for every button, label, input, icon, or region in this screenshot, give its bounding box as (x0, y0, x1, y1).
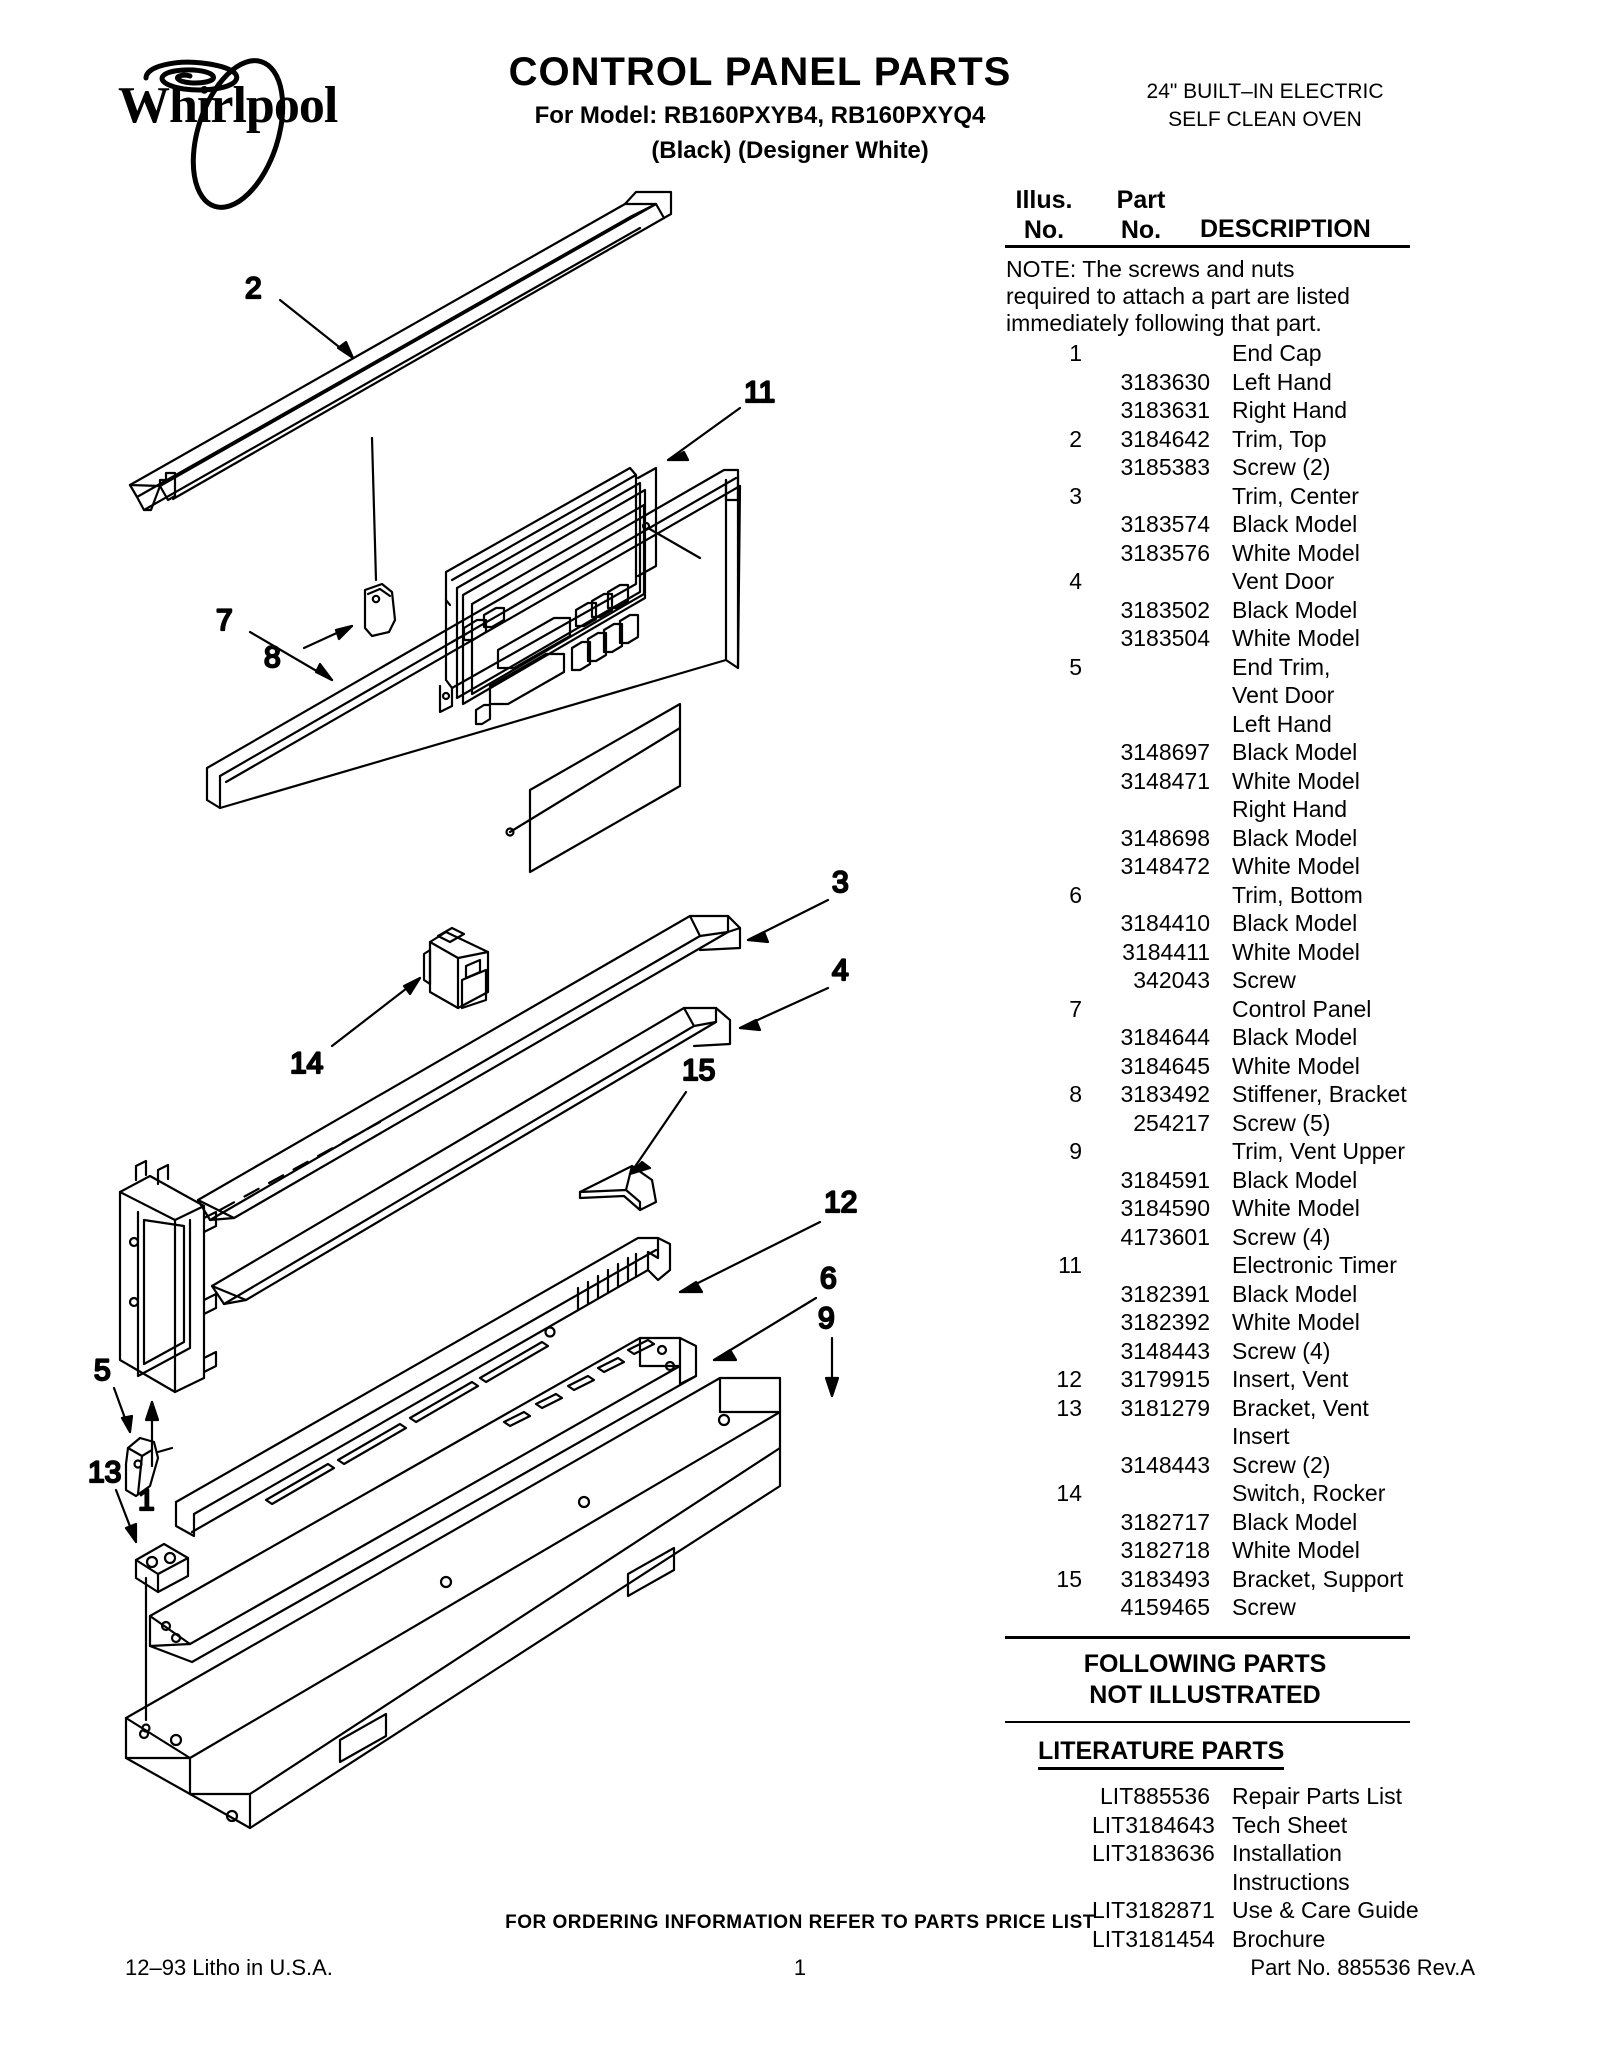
cell-lit-description: Instructions (1232, 1868, 1350, 1895)
literature-row (1000, 1868, 1450, 1897)
table-row (1000, 681, 1450, 710)
footer-litho: 12–93 Litho in U.S.A. (125, 1955, 333, 1980)
cell-part-no: 3148443 (1120, 1451, 1210, 1478)
part-14-switch-rocker (424, 928, 488, 1008)
cell-description: Bracket, Vent (1232, 1394, 1369, 1421)
cell-description: Switch, Rocker (1232, 1480, 1386, 1507)
table-row (1000, 567, 1450, 596)
cell-description: Trim, Center (1232, 482, 1359, 509)
cell-description: Vent Door (1232, 682, 1335, 709)
cell-illus-no: 9 (1069, 1138, 1082, 1165)
callout-9-label: 9 (818, 1302, 835, 1335)
table-row (1000, 1023, 1450, 1052)
table-row (1000, 767, 1450, 796)
callout-14-label: 14 (290, 1047, 324, 1080)
cell-part-no: 3182718 (1120, 1537, 1210, 1564)
table-row (1000, 1337, 1450, 1366)
cell-description: White Model (1232, 853, 1360, 880)
cell-description: White Model (1232, 1309, 1360, 1336)
table-row (1000, 938, 1450, 967)
cell-description: Left Hand (1232, 368, 1332, 395)
parts-list-table (1000, 185, 1450, 1953)
cell-description: Black Model (1232, 739, 1358, 766)
callout-3 (748, 866, 849, 942)
cell-part-no: 3184410 (1120, 910, 1210, 937)
callout-8-label: 8 (264, 641, 281, 674)
cell-description: Vent Door (1232, 568, 1335, 595)
cell-part-no: 3148471 (1120, 767, 1210, 794)
cell-part-no: 3182391 (1120, 1280, 1210, 1307)
callout-15-label: 15 (682, 1054, 716, 1087)
cell-description: Control Panel (1232, 995, 1372, 1022)
cell-part-no: 3184644 (1120, 1024, 1210, 1051)
cell-description: Bracket, Support (1232, 1565, 1404, 1592)
appliance-type-line1: 24" BUILT–IN ELECTRIC (1146, 80, 1384, 103)
table-row (1000, 1166, 1450, 1195)
part-8-stiffener-bracket (365, 438, 395, 636)
literature-row (1000, 1782, 1450, 1811)
table-row (1000, 596, 1450, 625)
table-row (1000, 1479, 1450, 1508)
part-1-end-cap (120, 1122, 380, 1392)
callout-12-label: 12 (824, 1186, 858, 1219)
table-row (1000, 881, 1450, 910)
cell-description: White Model (1232, 539, 1360, 566)
literature-parts-heading (1000, 1723, 1450, 1770)
table-row (1000, 1451, 1450, 1480)
cell-description: Screw (2) (1232, 454, 1331, 481)
table-row (1000, 368, 1450, 397)
cell-description: White Model (1232, 1195, 1360, 1222)
table-column-headers (1000, 185, 1450, 245)
table-row (1000, 995, 1450, 1024)
table-row (1000, 909, 1450, 938)
part-2-trim-top (130, 192, 671, 510)
appliance-type-line2: SELF CLEAN OVEN (1168, 108, 1362, 132)
not-illustrated-line2: NOT ILLUSTRATED (1089, 1681, 1321, 1710)
cell-lit-part-no: LIT3182871 (1092, 1897, 1215, 1924)
cell-lit-part-no: LIT3184643 (1092, 1811, 1215, 1838)
table-row (1000, 1052, 1450, 1081)
table-row (1000, 824, 1450, 853)
callout-11 (668, 376, 775, 460)
cell-part-no: 3181279 (1120, 1394, 1210, 1421)
literature-row (1000, 1839, 1450, 1868)
cell-description: Black Model (1232, 910, 1358, 937)
cell-illus-no: 5 (1069, 653, 1082, 680)
cell-lit-description: Tech Sheet (1232, 1811, 1348, 1838)
cell-part-no: 254217 (1133, 1109, 1210, 1136)
cell-illus-no: 14 (1056, 1480, 1082, 1507)
table-row (1000, 738, 1450, 767)
cell-lit-part-no: LIT3183636 (1092, 1840, 1215, 1867)
cell-part-no: 3182392 (1120, 1309, 1210, 1336)
cell-description: End Cap (1232, 340, 1322, 367)
not-illustrated-heading (1000, 1639, 1410, 1722)
table-row (1000, 1137, 1450, 1166)
cell-description: Trim, Bottom (1232, 881, 1363, 908)
table-row (1000, 1194, 1450, 1223)
cell-description: Trim, Vent Upper (1232, 1138, 1405, 1165)
table-row (1000, 1109, 1450, 1138)
cell-part-no: 3184590 (1120, 1195, 1210, 1222)
table-row (1000, 510, 1450, 539)
cell-description: Left Hand (1232, 710, 1332, 737)
table-row (1000, 966, 1450, 995)
cell-description: Stiffener, Bracket (1232, 1081, 1407, 1108)
cell-description: End Trim, (1232, 653, 1331, 680)
cell-illus-no: 13 (1056, 1394, 1082, 1421)
cell-part-no: 3182717 (1120, 1508, 1210, 1535)
cell-part-no: 3148472 (1120, 853, 1210, 880)
cell-illus-no: 11 (1058, 1252, 1082, 1279)
table-row (1000, 1394, 1450, 1423)
table-row (1000, 653, 1450, 682)
table-row (1000, 710, 1450, 739)
parts-rows (1000, 339, 1450, 1622)
page-title: CONTROL PANEL PARTS (508, 50, 1012, 94)
table-row (1000, 1308, 1450, 1337)
table-row (1000, 339, 1450, 368)
cell-illus-no: 12 (1056, 1366, 1082, 1393)
callout-9 (818, 1302, 838, 1396)
title-block (420, 50, 1100, 165)
cell-part-no: 3148698 (1120, 824, 1210, 851)
cell-lit-description: Brochure (1232, 1925, 1326, 1952)
cell-part-no: 3183502 (1120, 596, 1210, 623)
page-footer (0, 1955, 1600, 1995)
cell-description: White Model (1232, 1052, 1360, 1079)
cell-illus-no: 15 (1056, 1565, 1082, 1592)
cell-part-no: 3184642 (1120, 425, 1210, 452)
cell-illus-no: 6 (1069, 881, 1082, 908)
table-row (1000, 396, 1450, 425)
not-illustrated-line1: FOLLOWING PARTS (1083, 1649, 1327, 1678)
callout-15 (630, 1054, 715, 1174)
column-header-illus-line2: No. (1023, 216, 1065, 244)
table-row (1000, 1080, 1450, 1109)
table-row (1000, 1422, 1450, 1451)
callout-2 (245, 272, 353, 358)
cell-description: Black Model (1232, 596, 1358, 623)
cell-description: Screw (5) (1232, 1109, 1331, 1136)
callout-13-label: 13 (88, 1456, 122, 1489)
cell-description: Screw (1232, 1594, 1296, 1621)
cell-part-no: 3183492 (1120, 1081, 1210, 1108)
cell-lit-part-no: LIT3181454 (1092, 1925, 1215, 1952)
appliance-type (1100, 78, 1430, 135)
cell-part-no: 3184411 (1122, 938, 1210, 965)
cell-part-no: 3183630 (1120, 368, 1210, 395)
cell-part-no: 342043 (1133, 967, 1210, 994)
table-row (1000, 482, 1450, 511)
cell-description: Trim, Top (1232, 425, 1327, 452)
exploded-parts-diagram (80, 180, 1010, 1880)
table-row (1000, 852, 1450, 881)
part-15-bracket-support (580, 1166, 656, 1210)
column-header-illus (1008, 185, 1080, 245)
whirlpool-logo (118, 52, 348, 182)
part-9-trim-vent-upper (126, 1378, 780, 1828)
cell-illus-no: 3 (1069, 482, 1082, 509)
cell-part-no: 4173601 (1120, 1223, 1210, 1250)
column-header-part-line1: Part (1116, 186, 1166, 214)
callout-6-label: 6 (820, 1262, 837, 1295)
callout-14 (290, 978, 420, 1080)
table-row (1000, 425, 1450, 454)
table-row (1000, 1251, 1450, 1280)
cell-part-no: 4159465 (1120, 1594, 1210, 1621)
callout-4 (740, 954, 849, 1030)
cell-description: White Model (1232, 767, 1360, 794)
cell-part-no: 3183493 (1120, 1565, 1210, 1592)
table-row (1000, 624, 1450, 653)
cell-part-no: 3184591 (1120, 1166, 1210, 1193)
table-row (1000, 795, 1450, 824)
cell-description: White Model (1232, 1537, 1360, 1564)
cell-part-no: 3185383 (1120, 454, 1210, 481)
part-6-trim-bottom (150, 1338, 696, 1662)
page-header (0, 0, 1600, 190)
model-line: For Model: RB160PXYB4, RB160PXYQ4 (534, 102, 986, 129)
cell-lit-description: Repair Parts List (1232, 1783, 1403, 1810)
column-header-illus-line1: Illus. (1015, 186, 1073, 214)
cell-part-no: 3183504 (1120, 625, 1210, 652)
cell-description: Screw (1232, 967, 1296, 994)
color-line: (Black) (Designer White) (651, 137, 929, 164)
cell-part-no: 3148697 (1120, 739, 1210, 766)
table-row (1000, 453, 1450, 482)
cell-description: Insert (1232, 1423, 1290, 1450)
callout-3-label: 3 (832, 866, 849, 899)
cell-part-no: 3179915 (1120, 1366, 1210, 1393)
cell-description: Right Hand (1232, 796, 1348, 823)
callout-7-label: 7 (216, 604, 233, 637)
cell-description: Insert, Vent (1232, 1366, 1349, 1393)
callout-5-label: 5 (94, 1354, 111, 1387)
diagram-svg (80, 180, 1010, 1880)
cell-description: Black Model (1232, 1166, 1358, 1193)
cell-part-no: 3184645 (1120, 1052, 1210, 1079)
cell-description: Black Model (1232, 1024, 1358, 1051)
table-row (1000, 1536, 1450, 1565)
cell-description: Black Model (1232, 1280, 1358, 1307)
cell-description: Right Hand (1232, 397, 1348, 424)
cell-description: Black Model (1232, 824, 1358, 851)
part-7-control-panel (207, 470, 740, 872)
cell-illus-no: 7 (1069, 995, 1082, 1022)
cell-description: White Model (1232, 938, 1360, 965)
cell-description: Screw (2) (1232, 1451, 1331, 1478)
footer-part-number: Part No. 885536 Rev.A (1250, 1955, 1475, 1980)
literature-row (1000, 1811, 1450, 1840)
callout-4-label: 4 (832, 954, 849, 987)
cell-part-no: 3183576 (1120, 539, 1210, 566)
table-row (1000, 1565, 1450, 1594)
column-header-description: DESCRIPTION (1200, 215, 1371, 243)
cell-illus-no: 4 (1069, 568, 1082, 595)
cell-part-no: 3183574 (1120, 511, 1210, 538)
table-row (1000, 1365, 1450, 1394)
cell-illus-no: 1 (1069, 340, 1082, 367)
table-row (1000, 1280, 1450, 1309)
part-5-end-trim-vent-door (126, 1438, 172, 1496)
table-row (1000, 1508, 1450, 1537)
cell-description: Screw (4) (1232, 1223, 1331, 1250)
callout-1-label: 1 (138, 1484, 155, 1517)
cell-description: White Model (1232, 625, 1360, 652)
cell-illus-no: 8 (1069, 1081, 1082, 1108)
cell-part-no: 3183631 (1120, 397, 1210, 424)
part-12-insert-vent (176, 1238, 670, 1536)
cell-description: Electronic Timer (1232, 1252, 1397, 1279)
table-row (1000, 1223, 1450, 1252)
cell-description: Screw (4) (1232, 1337, 1331, 1364)
table-row (1000, 1593, 1450, 1622)
cell-illus-no: 2 (1069, 425, 1082, 452)
part-3-trim-center (198, 916, 740, 1220)
column-header-part-line2: No. (1120, 216, 1162, 244)
column-header-part (1100, 185, 1182, 245)
cell-lit-part-no: LIT885536 (1100, 1783, 1210, 1810)
cell-description: Black Model (1232, 511, 1358, 538)
footer-page-number: 1 (793, 1955, 807, 1980)
callout-11-label: 11 (744, 376, 776, 409)
cell-lit-description: Installation (1232, 1840, 1342, 1867)
logo-wordmark: Whirlpool (118, 77, 338, 134)
ordering-info-line: FOR ORDERING INFORMATION REFER TO PARTS PRICE LIST (505, 1912, 1095, 1933)
cell-part-no: 3148443 (1120, 1337, 1210, 1364)
callout-5 (94, 1354, 132, 1432)
callout-13 (88, 1456, 136, 1542)
cell-lit-description: Use & Care Guide (1232, 1897, 1419, 1924)
table-row (1000, 539, 1450, 568)
screws-note: NOTE: The screws and nuts required to attach a part are listed immediately following that part. (1006, 256, 1350, 337)
callout-2-label: 2 (245, 272, 262, 305)
literature-parts-heading-text: LITERATURE PARTS (1038, 1737, 1284, 1770)
cell-description: Black Model (1232, 1508, 1358, 1535)
